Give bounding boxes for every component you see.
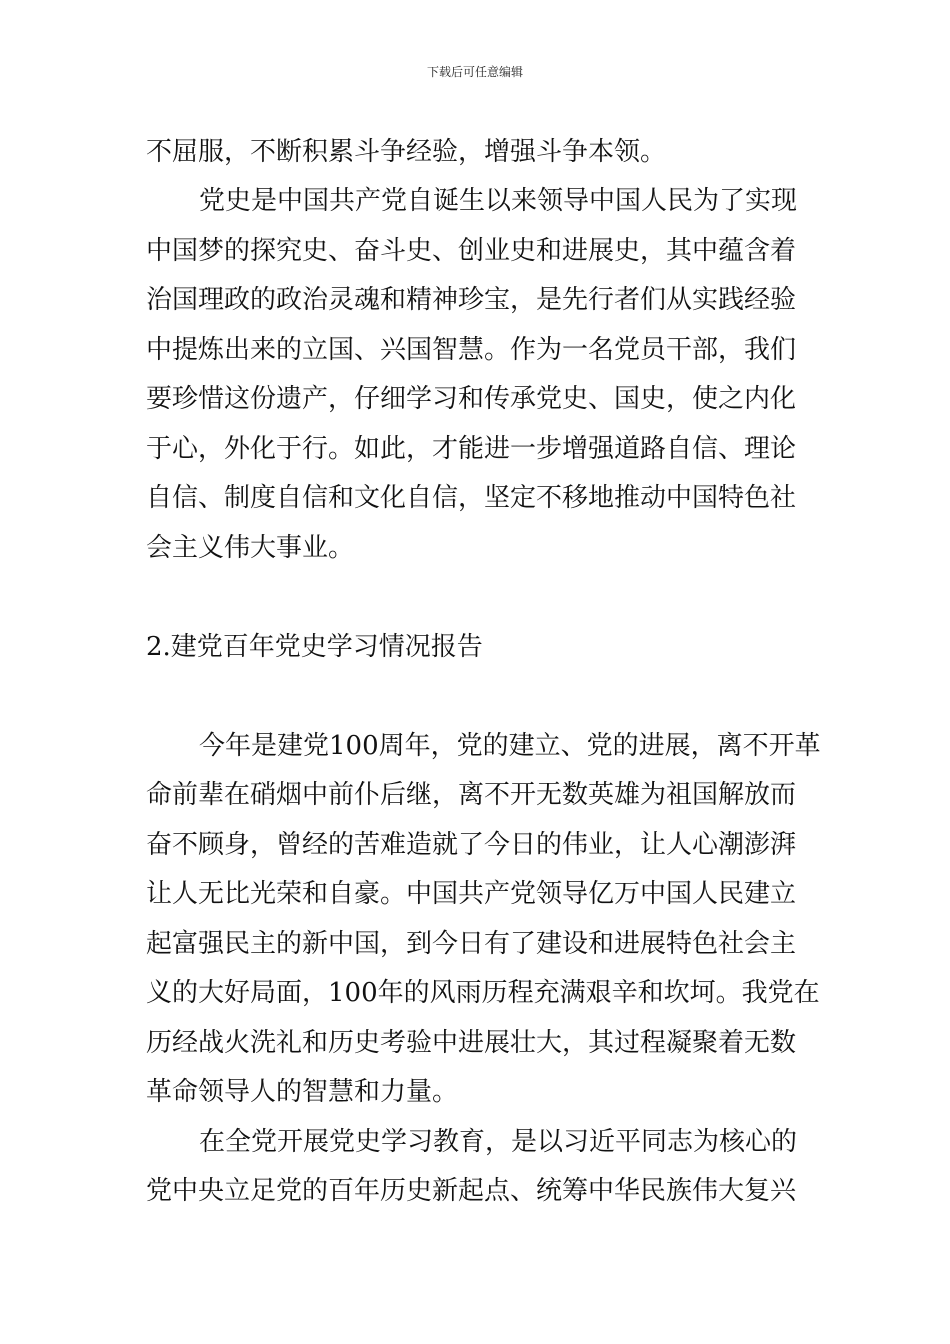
paragraph-line: 于心，外化于行。如此，才能进一步增强道路自信、理论 bbox=[146, 434, 797, 464]
paragraph-line: 让人无比光荣和自豪。中国共产党领导亿万中国人民建立 bbox=[146, 879, 797, 909]
paragraph-line: 自信、制度自信和文化自信，坚定不移地推动中国特色社 bbox=[146, 483, 797, 513]
paragraph-line: 不屈服，不断积累斗争经验，增强斗争本领。 bbox=[146, 137, 667, 167]
paragraph-line: 党中央立足党的百年历史新起点、统筹中华民族伟大复兴 bbox=[146, 1176, 797, 1206]
paragraph-line: 革命领导人的智慧和力量。 bbox=[146, 1077, 459, 1107]
paragraph-line: 治国理政的政治灵魂和精神珍宝，是先行者们从实践经验 bbox=[146, 285, 797, 315]
paragraph-line: 中提炼出来的立国、兴国智慧。作为一名党员干部，我们 bbox=[146, 335, 797, 365]
paragraph-line: 中国梦的探究史、奋斗史、创业史和进展史，其中蕴含着 bbox=[146, 236, 797, 266]
section-heading: 2.建党百年党史学习情况报告 bbox=[146, 632, 483, 662]
paragraph-line: 奋不顾身，曾经的苦难造就了今日的伟业，让人心潮澎湃 bbox=[146, 830, 797, 860]
paragraph-line: 起富强民主的新中国，到今日有了建设和进展特色社会主 bbox=[146, 929, 797, 959]
paragraph-line: 历经战火洗礼和历史考验中进展壮大，其过程凝聚着无数 bbox=[146, 1028, 797, 1058]
paragraph-line: 在全党开展党史学习教育，是以习近平同志为核心的 bbox=[199, 1127, 798, 1157]
paragraph-line: 义的大好局面，100年的风雨历程充满艰辛和坎坷。我党在 bbox=[146, 978, 820, 1008]
paragraph-line: 要珍惜这份遗产，仔细学习和传承党史、国史，使之内化 bbox=[146, 384, 797, 414]
paragraph-line: 今年是建党100周年，党的建立、党的进展，离不开革 bbox=[199, 731, 821, 761]
paragraph-line: 党史是中国共产党自诞生以来领导中国人民为了实现 bbox=[199, 186, 798, 216]
paragraph-line: 会主义伟大事业。 bbox=[146, 533, 355, 563]
paragraph-line: 命前辈在硝烟中前仆后继，离不开无数英雄为祖国解放而 bbox=[146, 780, 797, 810]
page-header: 下载后可任意编辑 bbox=[426, 65, 523, 79]
